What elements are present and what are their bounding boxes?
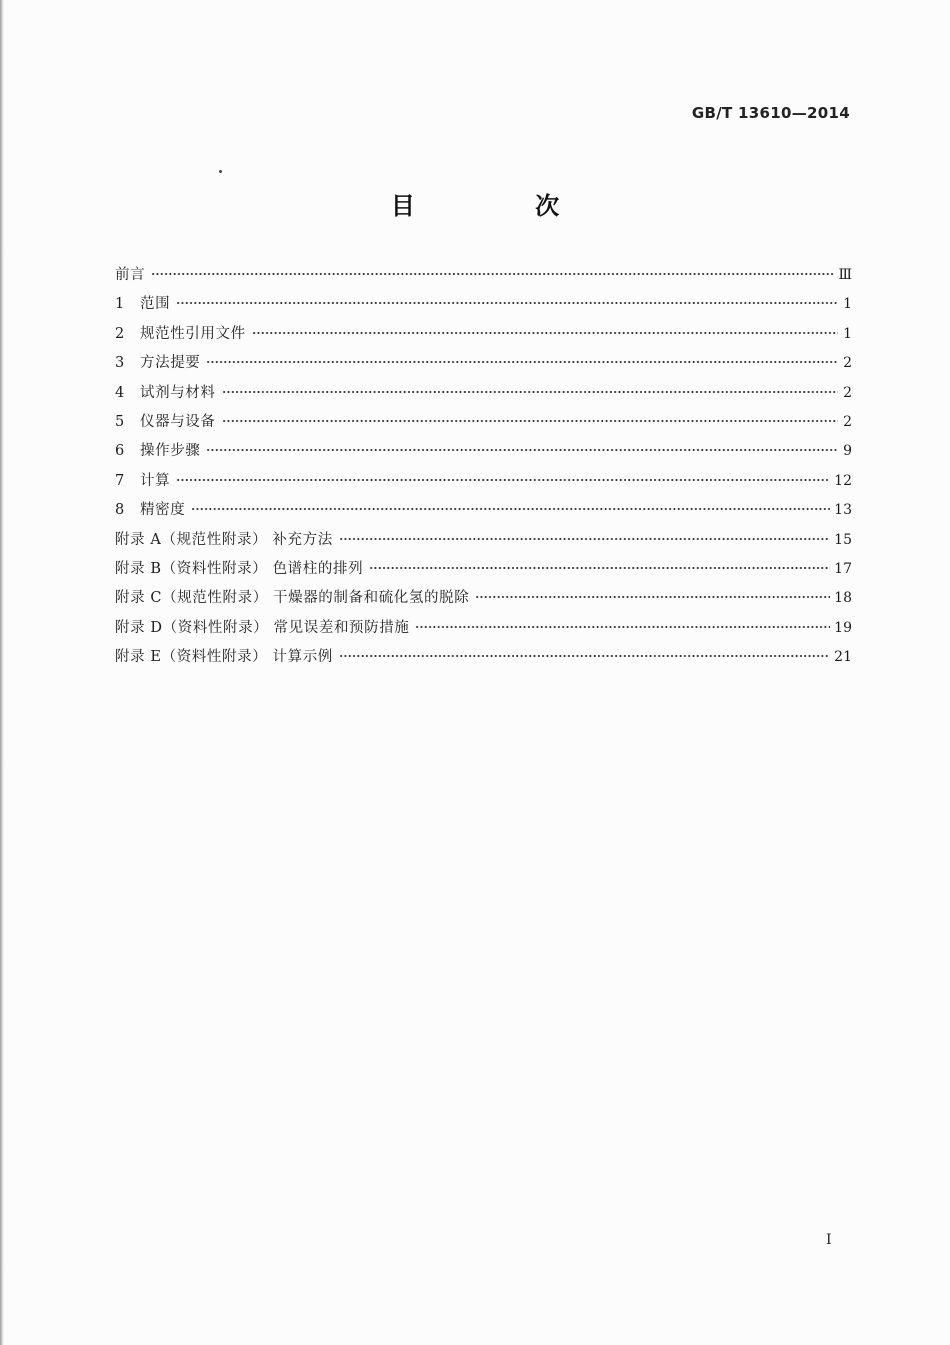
toc-entry-number: 4	[115, 384, 125, 401]
standard-number: GB/T 13610—2014	[691, 104, 850, 122]
toc-entry-number: 6	[115, 443, 125, 460]
page-number: I	[826, 1232, 832, 1248]
toc-entry[interactable]	[115, 469, 852, 498]
toc-entry[interactable]	[115, 586, 852, 615]
toc-entry-text	[115, 528, 337, 549]
toc-entry-number: 5	[115, 413, 125, 430]
toc-entry-text	[115, 645, 337, 666]
toc-entry[interactable]	[115, 439, 852, 468]
toc-entry-number: 1	[115, 296, 125, 313]
toc-entry-label: 精密度	[140, 502, 186, 519]
toc-entry[interactable]	[115, 292, 852, 321]
dot-leader	[339, 537, 830, 541]
toc-entry-label: 规范性引用文件	[140, 325, 246, 342]
toc-entry-page: 2	[843, 384, 852, 401]
toc-entry-number: 8	[115, 502, 125, 519]
toc-entry-page: 17	[834, 560, 852, 577]
toc-entry-page: 12	[834, 472, 852, 489]
toc-entry[interactable]	[115, 322, 852, 351]
dot-leader	[475, 595, 830, 599]
toc-entry-page: 9	[843, 443, 852, 460]
toc-entry-page: 2	[843, 413, 852, 430]
dot-leader	[252, 331, 838, 335]
toc-entry-text	[115, 351, 204, 372]
toc-entry-text	[115, 498, 189, 519]
toc-entry[interactable]	[115, 410, 852, 439]
dot-leader	[369, 566, 830, 570]
toc-entry[interactable]	[115, 528, 852, 557]
toc-entry-text	[115, 469, 174, 490]
dot-leader	[222, 390, 839, 394]
dot-leader	[206, 448, 838, 452]
toc-entry[interactable]	[115, 351, 852, 380]
toc-entry-label: 方法提要	[140, 355, 201, 372]
toc-entry-page: 21	[834, 649, 852, 666]
page-title: 目 次	[390, 192, 616, 220]
toc-entry-page: 13	[834, 502, 852, 519]
toc-entry-page: 18	[834, 590, 852, 607]
toc-entry-label: 附录 B（资料性附录） 色谱柱的排列	[115, 560, 364, 577]
toc-entry-page: 15	[834, 531, 852, 548]
toc-entry-page: 2	[843, 355, 852, 372]
toc-entry-number: 2	[115, 325, 125, 342]
toc-entry-label: 附录 A（规范性附录） 补充方法	[115, 531, 333, 548]
toc-entry-label: 试剂与材料	[140, 384, 216, 401]
scan-speck	[219, 170, 222, 173]
dot-leader	[206, 360, 838, 364]
toc-entry-page: 1	[843, 296, 852, 313]
toc-entry-number: 7	[115, 472, 125, 489]
toc-entry-text	[115, 381, 220, 402]
toc-entry-page: 19	[834, 619, 852, 636]
toc-entry-text	[115, 322, 250, 343]
toc-entry-text	[115, 263, 149, 284]
dot-leader	[176, 301, 838, 305]
dot-leader	[151, 272, 834, 276]
toc-entry-text	[115, 439, 204, 460]
toc-entry-text	[115, 586, 473, 607]
dot-leader	[191, 507, 830, 511]
toc-entry-label: 前言	[115, 267, 146, 283]
toc-entry-page: Ⅲ	[838, 267, 852, 283]
toc-entry-page: 1	[843, 325, 852, 342]
toc-entry-number: 3	[115, 355, 125, 372]
toc-entry-text	[115, 557, 367, 578]
toc-entry-label: 附录 E（资料性附录） 计算示例	[115, 649, 333, 666]
toc-entry[interactable]	[115, 616, 852, 645]
dot-leader	[339, 654, 830, 658]
toc-entry[interactable]	[115, 263, 852, 292]
toc-entry[interactable]	[115, 557, 852, 586]
table-of-contents	[115, 263, 852, 674]
toc-entry-label: 计算	[140, 472, 171, 489]
dot-leader	[415, 625, 830, 629]
toc-entry-label: 附录 C（规范性附录） 干燥器的制备和硫化氢的脱除	[115, 590, 470, 607]
toc-entry-text	[115, 292, 174, 313]
toc-entry-label: 附录 D（资料性附录） 常见误差和预防措施	[115, 619, 410, 636]
toc-entry[interactable]	[115, 645, 852, 674]
toc-entry-text	[115, 410, 220, 431]
toc-entry-label: 范围	[140, 296, 171, 313]
toc-entry-label: 仪器与设备	[140, 413, 216, 430]
toc-entry-label: 操作步骤	[140, 443, 201, 460]
dot-leader	[222, 419, 839, 423]
toc-entry[interactable]	[115, 498, 852, 527]
toc-entry[interactable]	[115, 381, 852, 410]
dot-leader	[176, 478, 830, 482]
toc-entry-text	[115, 616, 413, 637]
